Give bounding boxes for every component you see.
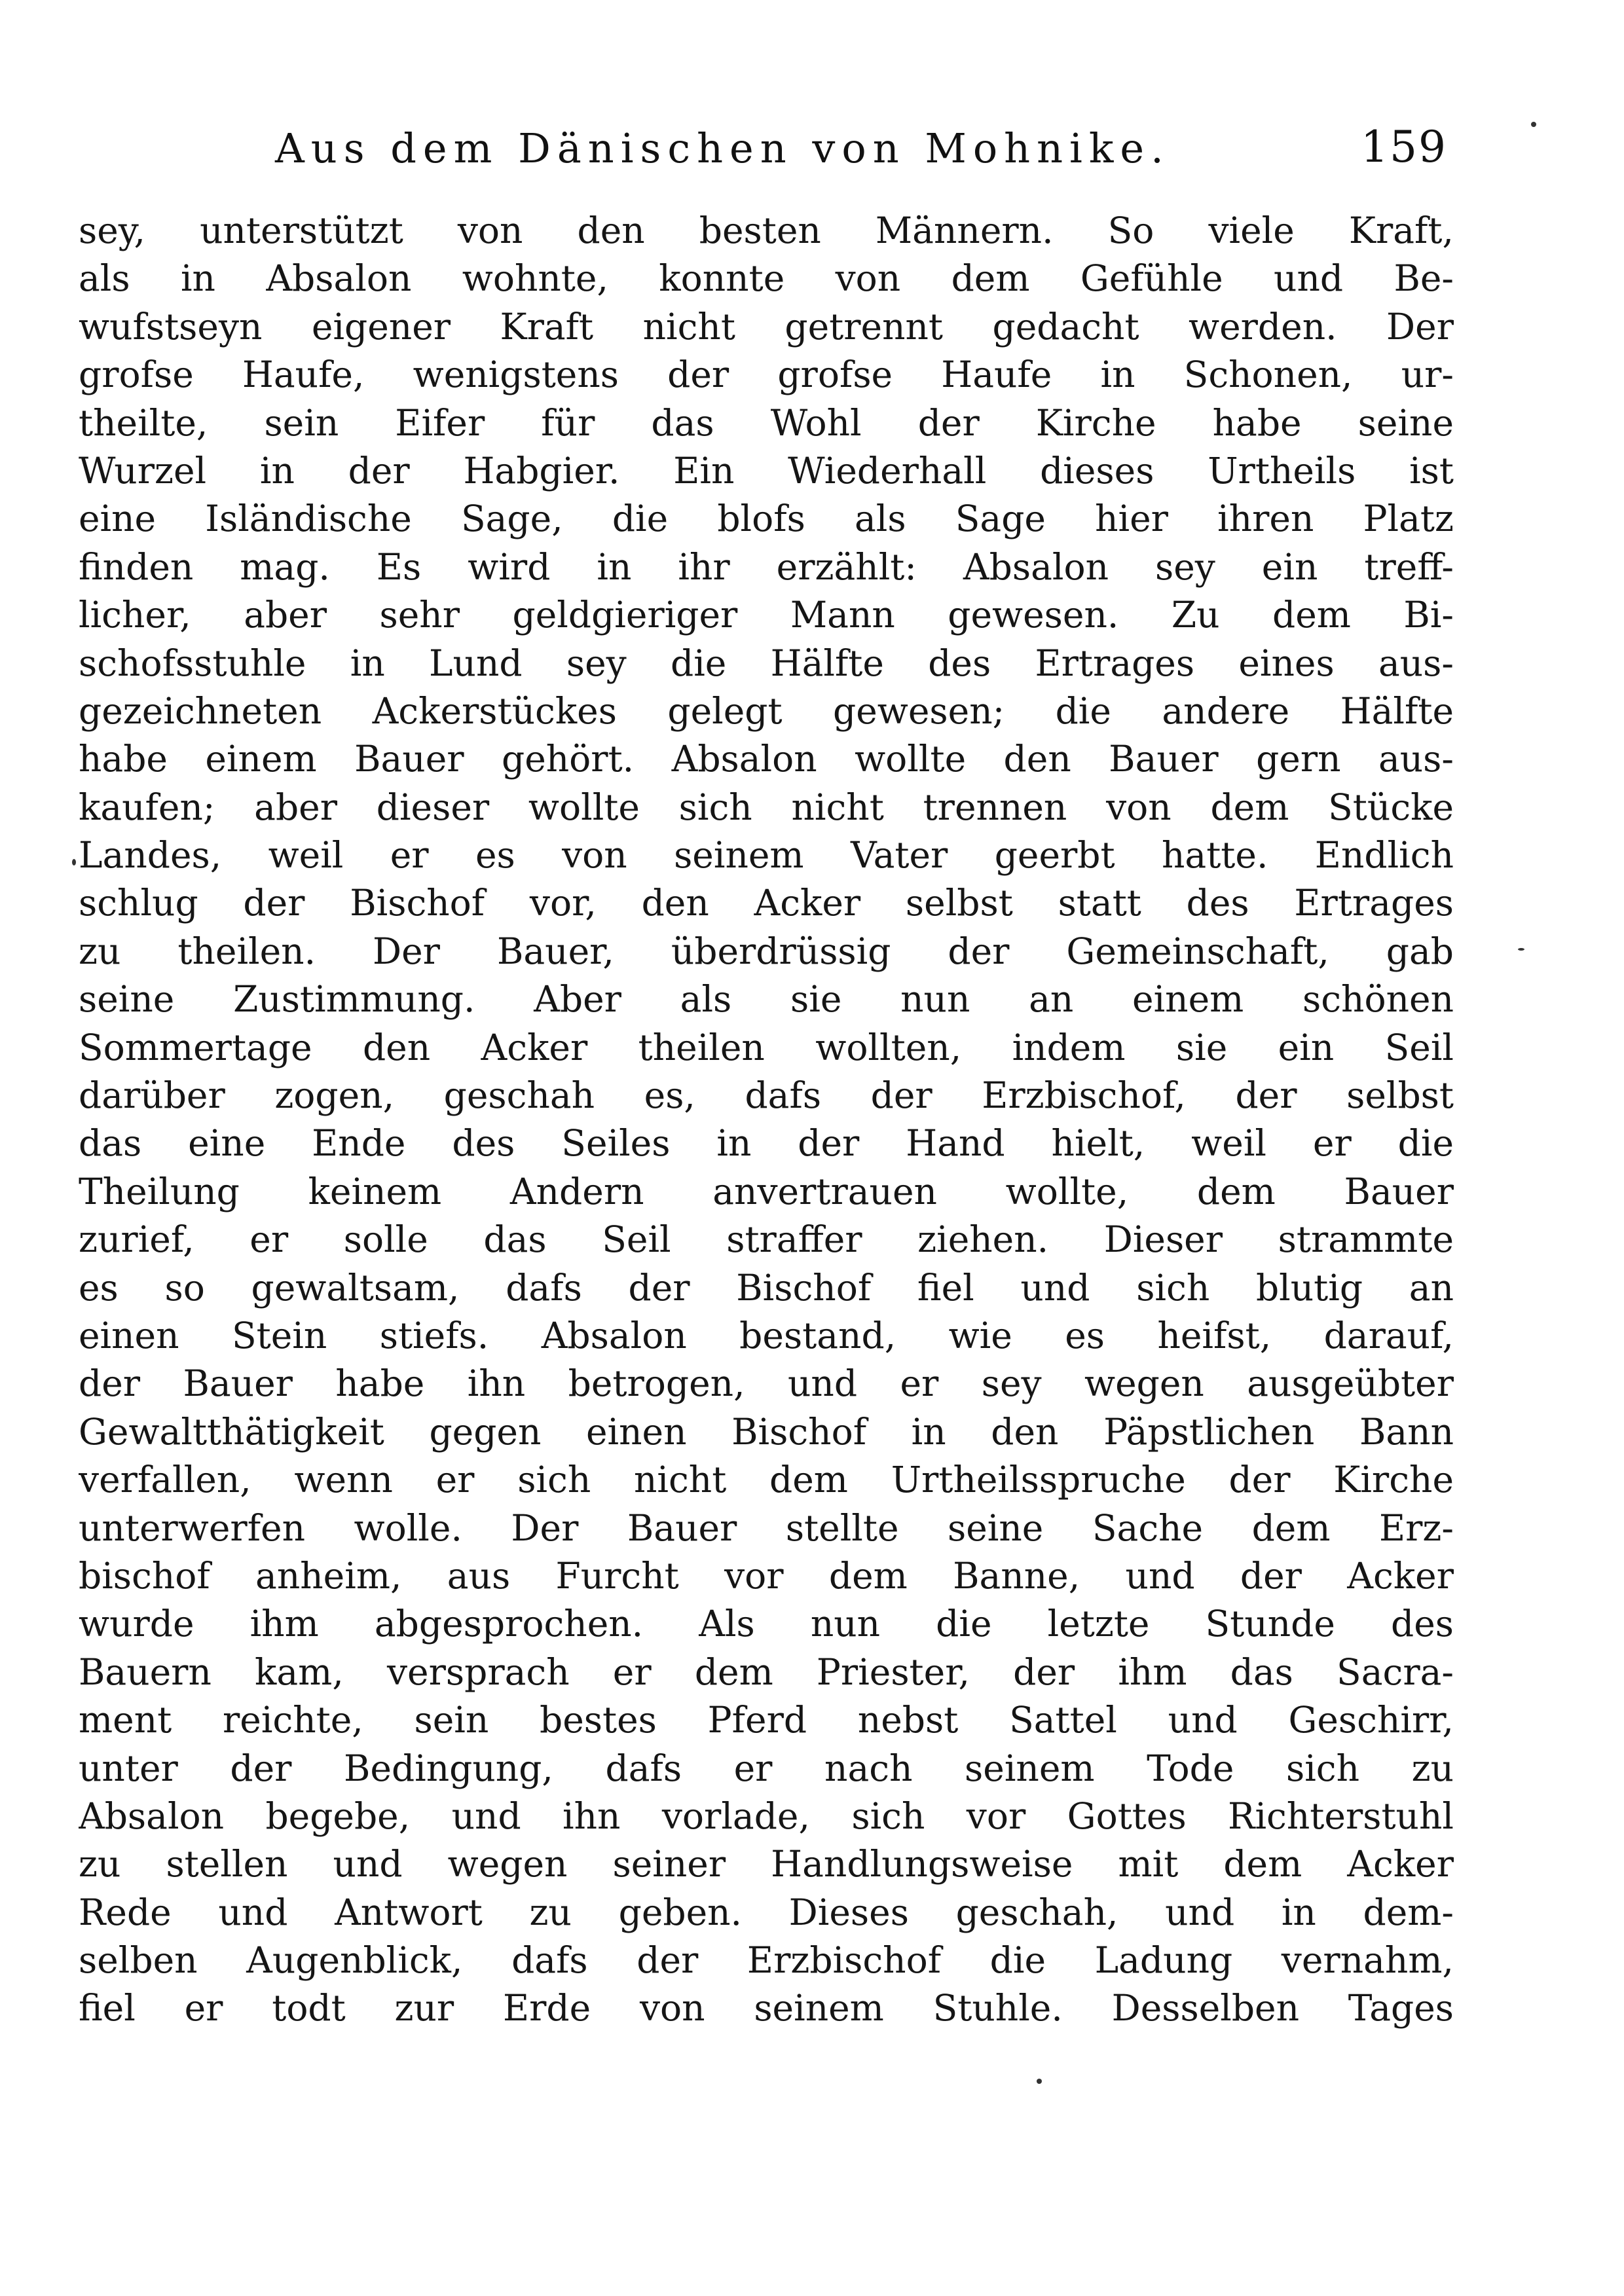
text-line: zu theilen. Der Bauer, überdrüssig der Gemeinschaft, gab [79,930,1454,972]
text-line: Absalon begebe, und ihn vorlade, sich vor Gottes Richterstuhl [79,1795,1454,1837]
text-line: wufstseyn eigener Kraft nicht getrennt gedacht werden. Der [79,305,1454,348]
text-line: es so gewaltsam, dafs der Bischof fiel und sich blutig an [79,1266,1454,1309]
body-text [79,207,1454,2033]
text-line: einen Stein stiefs. Absalon bestand, wie es heifst, darauf, [79,1314,1454,1357]
text-line: das eine Ende des Seiles in der Hand hielt, weil er die [79,1122,1454,1165]
text-line: selben Augenblick, dafs der Erzbischof die Ladung vernahm, [79,1939,1454,1982]
text-line: Gewaltthätigkeit gegen einen Bischof in den Päpstlichen Bann [79,1410,1454,1453]
text-line: als in Absalon wohnte, konnte von dem Gefühle und Be- [79,257,1454,300]
text-line: grofse Haufe, wenigstens der grofse Haufe in Schonen, ur- [79,354,1454,396]
running-head [79,118,1447,190]
print-speck [1037,2079,1042,2084]
text-line: der Bauer habe ihn betrogen, und er sey wegen ausgeübter [79,1362,1454,1405]
text-line: Wurzel in der Habgier. Ein Wiederhall dieses Urtheils ist [79,449,1454,492]
text-line: Rede und Antwort zu geben. Dieses geschah, und in dem- [79,1891,1454,1933]
text-line: wurde ihm abgesprochen. Als nun die letzte Stunde des [79,1603,1454,1645]
text-line: Theilung keinem Andern anvertrauen wollte, dem Bauer [79,1170,1454,1212]
text-line: licher, aber sehr geldgieriger Mann gewesen. Zu dem Bi- [79,594,1454,636]
print-speck [1518,948,1524,951]
text-line: habe einem Bauer gehört. Absalon wollte den Bauer gern aus- [79,738,1454,780]
running-title: Aus dem Dänischen von Mohnike. [275,124,1170,172]
text-line: Sommertage den Acker theilen wollten, indem sie ein Seil [79,1026,1454,1068]
text-line: Landes, weil er es von seinem Vater geerbt hatte. Endlich [79,834,1454,877]
text-line: unterwerfen wolle. Der Bauer stellte seine Sache dem Erz- [79,1506,1454,1549]
text-line: darüber zogen, geschah es, dafs der Erzbischof, der selbst [79,1074,1454,1117]
text-line: verfallen, wenn er sich nicht dem Urtheilsspruche der Kirche [79,1459,1454,1501]
text-line: zurief, er solle das Seil straffer ziehen. Dieser strammte [79,1218,1454,1261]
text-line: seine Zustimmung. Aber als sie nun an einem schönen [79,978,1454,1021]
text-line: schlug der Bischof vor, den Acker selbst statt des Ertrages [79,882,1454,924]
text-line: gezeichneten Ackerstückes gelegt gewesen; die andere Hälfte [79,689,1454,732]
text-line: sey, unterstützt von den besten Männern. So viele Kraft, [79,210,1454,251]
text-line: zu stellen und wegen seiner Handlungsweise mit dem Acker [79,1843,1454,1886]
text-line: eine Isländische Sage, die blofs als Sage hier ihren Platz [79,498,1454,540]
print-speck [72,859,76,866]
text-line: fiel er todt zur Erde von seinem Stuhle. Desselben Tages [79,1987,1454,2030]
text-line: Bauern kam, versprach er dem Priester, der ihm das Sacra- [79,1650,1454,1693]
text-line: schofsstuhle in Lund sey die Hälfte des Ertrages eines aus- [79,642,1454,684]
text-line: kaufen; aber dieser wollte sich nicht trennen von dem Stücke [79,786,1454,828]
text-line: ment reichte, sein bestes Pferd nebst Sattel und Geschirr, [79,1699,1454,1741]
print-speck [1531,122,1536,127]
text-line: unter der Bedingung, dafs er nach seinem Tode sich zu [79,1747,1454,1789]
text-line: bischof anheim, aus Furcht vor dem Banne, und der Acker [79,1554,1454,1597]
page-number: 159 [1361,122,1447,172]
text-line: finden mag. Es wird in ihr erzählt: Absalon sey ein treff- [79,545,1454,588]
text-line: theilte, sein Eifer für das Wohl der Kirche habe seine [79,401,1454,444]
